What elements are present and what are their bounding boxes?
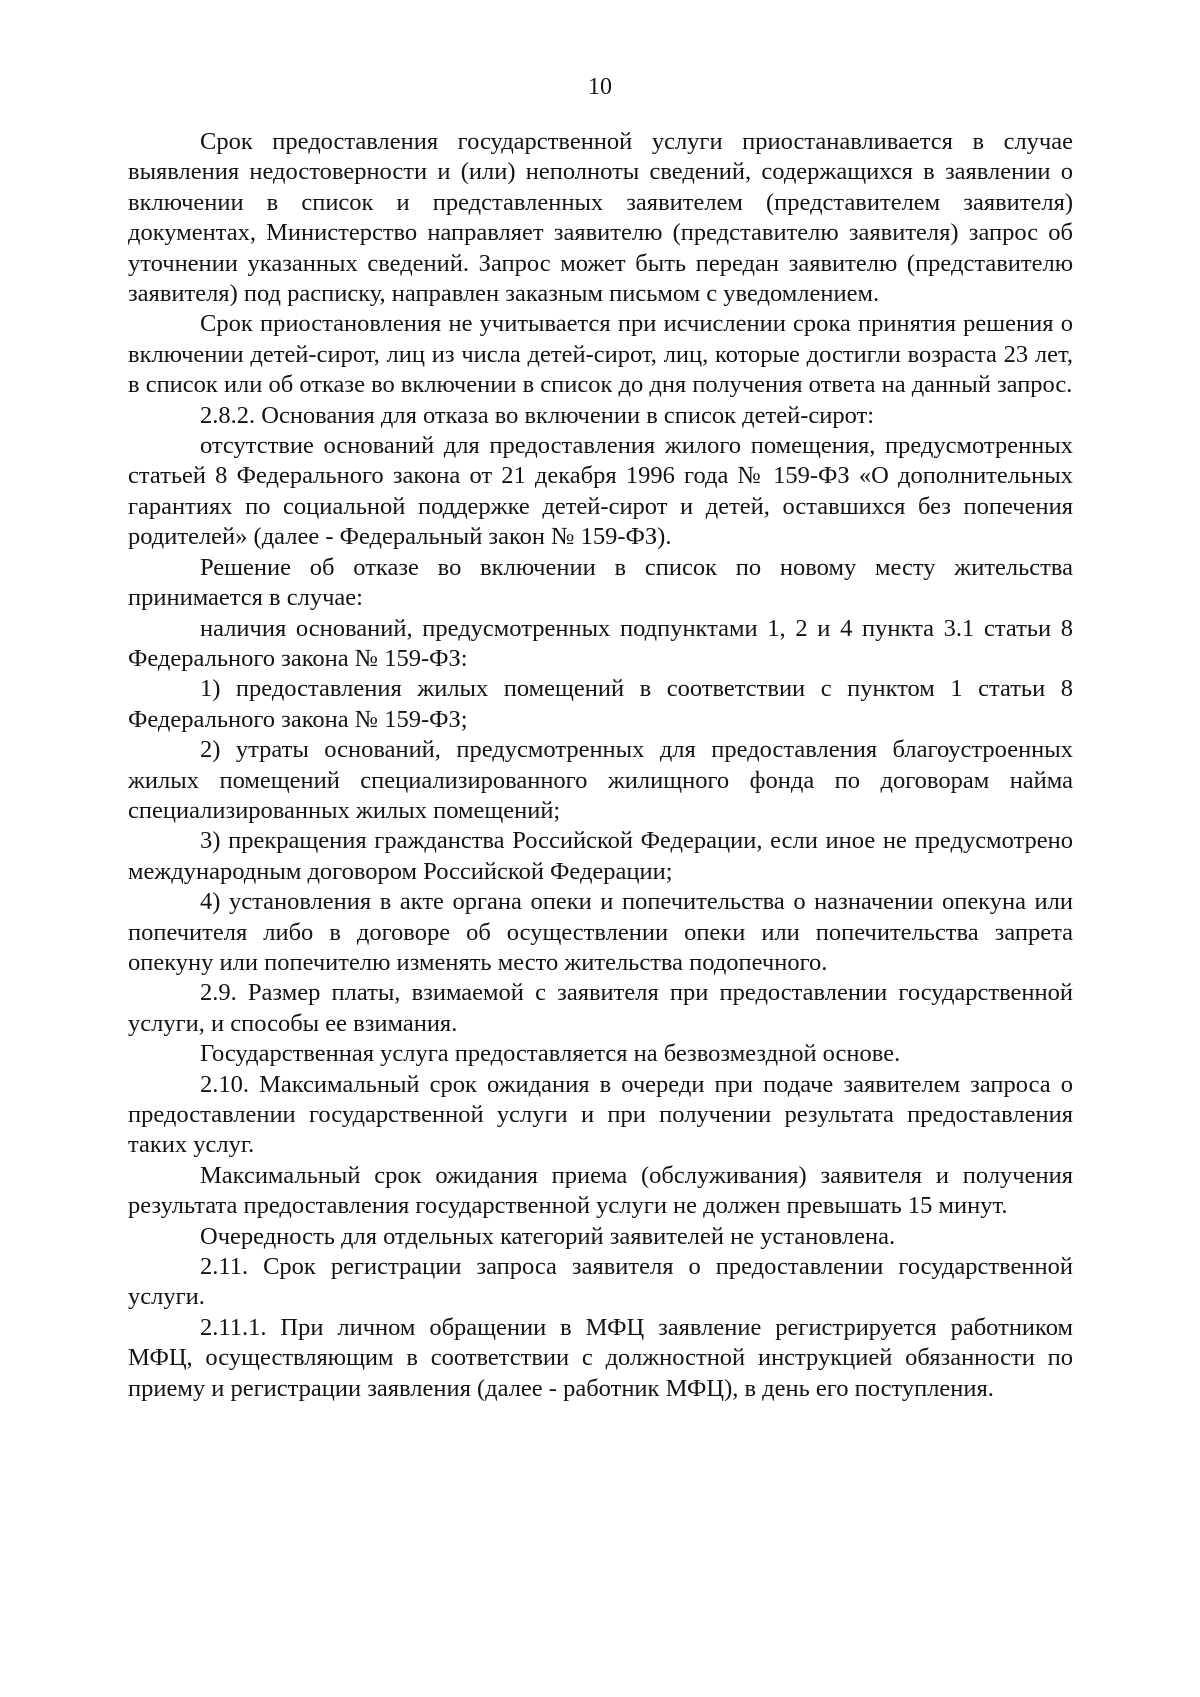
paragraph: наличия оснований, предусмотренных подпунктами 1, 2 и 4 пункта 3.1 статьи 8 Федерального закона № 159-ФЗ:: [128, 614, 1073, 672]
paragraph: Максимальный срок ожидания приема (обслуживания) заявителя и получения результата предоставления государственной услуги не должен превышать 15 минут.: [128, 1161, 1073, 1220]
paragraph: 2.8.2. Основания для отказа во включении в список детей-сирот:: [200, 401, 875, 429]
list-item: 2) утраты оснований, предусмотренных для предоставления благоустроенных жилых помещений специализированного жилищного фонда по договорам найма специализированных жилых помещений;: [128, 736, 1073, 824]
paragraph: 2.9. Размер платы, взимаемой с заявителя при предоставлении государственной услуги, и способы ее взимания.: [128, 979, 1073, 1037]
paragraph: Государственная услуга предоставляется на безвозмездной основе.: [200, 1040, 901, 1068]
paragraph: Решение об отказе во включении в список по новому месту жительства принимается в случае:: [128, 553, 1073, 612]
list-item: 4) установления в акте органа опеки и попечительства о назначении опекуна или попечителя либо в договоре об осуществлении опеки или попечительства запрета опекуну или попечителю изменять место жительства подопечного.: [128, 888, 1073, 976]
list-item: 1) предоставления жилых помещений в соответствии с пунктом 1 статьи 8 Федерального закона № 159-ФЗ;: [128, 675, 1073, 733]
list-item: 3) прекращения гражданства Российской Федерации, если иное не предусмотрено международным договором Российской Федерации;: [128, 827, 1073, 885]
paragraph: Срок приостановления не учитывается при исчислении срока принятия решения о включении детей-сирот, лиц из числа детей-сирот, лиц, которые достигли возраста 23 лет, в список или об отказе во включении в список до дня получения ответа на данный запрос.: [128, 310, 1073, 399]
paragraph: Срок предоставления государственной услуги приостанавливается в случае выявления недостоверности и (или) неполноты сведений, содержащихся в заявлении о включении в список и представленных заявителем (представителем заявителя) документах, Министерство направляет заявителю (представителю заявителя) запрос об уточнении указанных сведений. Запрос может быть передан заявителю (представителю заявителя) под расписку, направлен заказным письмом с уведомлением.: [128, 128, 1073, 308]
paragraph: Очередность для отдельных категорий заявителей не установлена.: [200, 1222, 896, 1250]
paragraph: 2.11. Срок регистрации запроса заявителя о предоставлении государственной услуги.: [128, 1253, 1073, 1311]
paragraph: 2.11.1. При личном обращении в МФЦ заявление регистрируется работником МФЦ, осуществляющим в соответствии с должностной инструкцией обязанности по приему и регистрации заявления (далее - работник МФЦ), в день его поступления.: [128, 1313, 1073, 1402]
document-body: [128, 127, 1073, 1404]
page-number: 10: [588, 74, 612, 100]
paragraph: отсутствие оснований для предоставления жилого помещения, предусмотренных статьей 8 Федерального закона от 21 декабря 1996 года № 159-ФЗ «О дополнительных гарантиях по социальной поддержке детей-сирот и детей, оставшихся без попечения родителей» (далее - Федеральный закон № 159-ФЗ).: [128, 432, 1073, 551]
paragraph: 2.10. Максимальный срок ожидания в очереди при подаче заявителем запроса о предоставлении государственной услуги и при получении результата предоставления таких услуг.: [128, 1070, 1073, 1159]
